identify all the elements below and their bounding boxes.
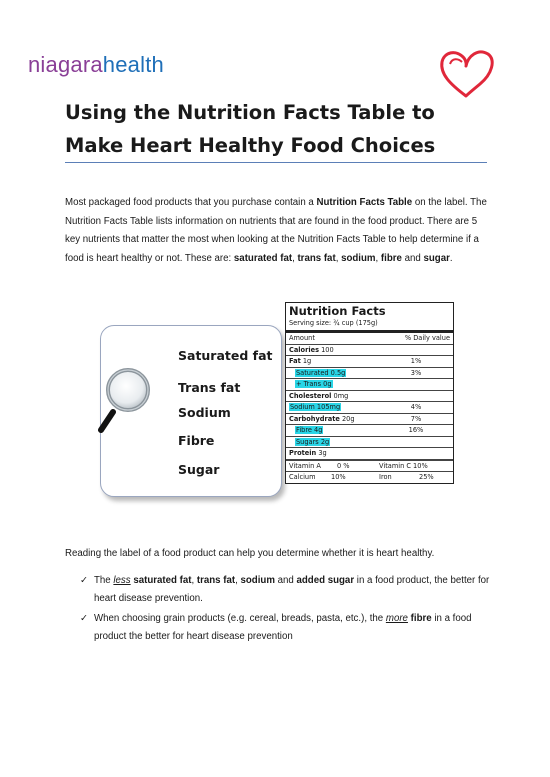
nf-fat-dv: 1%: [410, 357, 422, 366]
nf-row-cholesterol: [286, 391, 453, 403]
nf-fibre: Fibre 4g: [296, 426, 323, 435]
nf-sugars: Sugars 2g: [296, 437, 330, 446]
nutrient-saturated-fat: Saturated fat: [178, 348, 273, 363]
tip-text: ,: [191, 575, 197, 586]
tip-bold: added sugar: [296, 575, 355, 586]
intro-bold-sugar: sugar: [423, 252, 450, 264]
nf-row-calories: [286, 345, 453, 357]
tip-text: The: [94, 575, 114, 586]
intro-text: ,: [292, 252, 298, 264]
nf-dv-header: % Daily value: [404, 334, 450, 343]
intro-text: and: [401, 252, 424, 264]
nf-row-sodium: [286, 402, 453, 414]
nutrient-fibre: Fibre: [178, 433, 215, 448]
nf-row-fat: [286, 356, 453, 368]
niagara-health-logo: [28, 52, 164, 78]
logo-text-niagara: niagara: [28, 52, 103, 77]
nf-cholesterol-label: Cholesterol: [289, 391, 332, 400]
nf-row-trans: [286, 379, 453, 391]
tip-text: ,: [235, 575, 241, 586]
logo-text-health: health: [102, 52, 164, 77]
nf-fibre-dv: 16%: [408, 426, 424, 435]
nf-sodium-dv: 4%: [410, 403, 422, 412]
tip-text: When choosing grain products (e.g. cereal, breads, pasta, etc.), the: [94, 613, 386, 624]
nf-sodium: Sodium 105mg: [290, 403, 341, 412]
nf-row-vitamins: [286, 461, 453, 473]
intro-bold-fibre: fibre: [380, 252, 402, 264]
nf-amount-header: Amount: [289, 334, 315, 343]
nutrient-trans-fat: Trans fat: [178, 380, 241, 395]
intro-bold-transfat: trans fat: [297, 252, 336, 264]
heart-icon: [436, 44, 496, 104]
nf-vit-a-label: Vitamin A: [289, 461, 321, 470]
nutrient-sodium: Sodium: [178, 405, 231, 420]
intro-text: ,: [375, 252, 381, 264]
tip-text: and: [274, 575, 297, 586]
tip-text: in a food product, the better for heart disease prevention.: [94, 575, 490, 604]
checkmark-icon: ✓: [80, 613, 89, 624]
nf-header-row: [286, 333, 453, 345]
tip-emphasis: more: [385, 613, 408, 624]
nf-title: Nutrition Facts: [289, 304, 386, 318]
nf-row-fibre: [286, 425, 453, 437]
reading-label-text: Reading the label of a food product can help you determine whether it is heart healthy.: [65, 548, 435, 559]
intro-bold-nft: Nutrition Facts Table: [316, 197, 413, 208]
nf-iron-label: Iron: [379, 473, 392, 482]
title-divider: [65, 162, 487, 163]
tip-item: [80, 610, 490, 645]
nf-row-minerals: [286, 472, 453, 483]
nf-calories-label: Calories: [289, 345, 319, 354]
intro-bold-sodium: sodium: [341, 252, 376, 264]
intro-paragraph: [65, 194, 487, 268]
tip-bold: sodium: [240, 575, 275, 586]
nf-cholesterol-value: 0mg: [333, 391, 349, 400]
nf-trans: + Trans 0g: [296, 380, 332, 389]
nf-carb-value: 20g: [341, 414, 355, 423]
nf-carb-label: Carbohydrate: [289, 414, 340, 423]
nf-iron-value: 25%: [419, 473, 434, 482]
nf-fat-label: Fat: [289, 357, 301, 366]
nf-calcium-label: Calcium: [289, 473, 316, 482]
intro-text: Most packaged food products that you purchase contain a: [65, 197, 317, 208]
intro-text: ,: [335, 252, 342, 264]
magnifying-glass-icon: [96, 364, 154, 434]
nf-vit-c: Vitamin C 10%: [379, 461, 428, 470]
intro-bold-satfat: saturated fat: [233, 252, 293, 264]
tip-bold: saturated fat: [133, 575, 192, 586]
nutrition-facts-table: [285, 302, 454, 484]
nf-calories-value: 100: [321, 345, 334, 354]
nutrient-sugar: Sugar: [178, 462, 220, 477]
nf-carb-dv: 7%: [410, 414, 422, 423]
nf-protein-value: 3g: [318, 449, 327, 458]
nf-protein-label: Protein: [289, 449, 317, 458]
nf-row-carbohydrate: [286, 414, 453, 426]
intro-text: .: [449, 252, 453, 264]
tip-bold: trans fat: [196, 575, 236, 586]
checkmark-icon: ✓: [80, 575, 89, 586]
nf-fat-value: 1g: [302, 357, 312, 366]
nf-serving-size: Serving size: ¾ cup (175g): [286, 318, 453, 333]
nf-vit-a-value: 0 %: [337, 461, 350, 470]
nf-calcium-value: 10%: [331, 473, 346, 482]
tip-item: [80, 572, 490, 607]
tips-list: [80, 572, 490, 648]
nf-row-sugars: [286, 437, 453, 449]
nf-row-protein: [286, 448, 453, 461]
intro-text: on the label. The Nutrition Facts Table lists information on nutrients that are found in the food product. There are 5 key nutrients that matter the most when looking at the Nutrition Facts Table to help determine if a food is heart healthy or not. These are:: [65, 197, 487, 264]
tip-bold: fibre: [410, 613, 432, 624]
page-title: Using the Nutrition Facts Table to Make Heart Healthy Food Choices: [65, 101, 436, 157]
nf-saturated-dv: 3%: [410, 368, 422, 377]
nf-saturated: Saturated 0.5g: [296, 368, 346, 377]
nf-row-saturated: [286, 368, 453, 380]
tip-emphasis: less: [113, 575, 131, 586]
tip-text: in a food product the better for heart disease prevention: [94, 613, 472, 642]
